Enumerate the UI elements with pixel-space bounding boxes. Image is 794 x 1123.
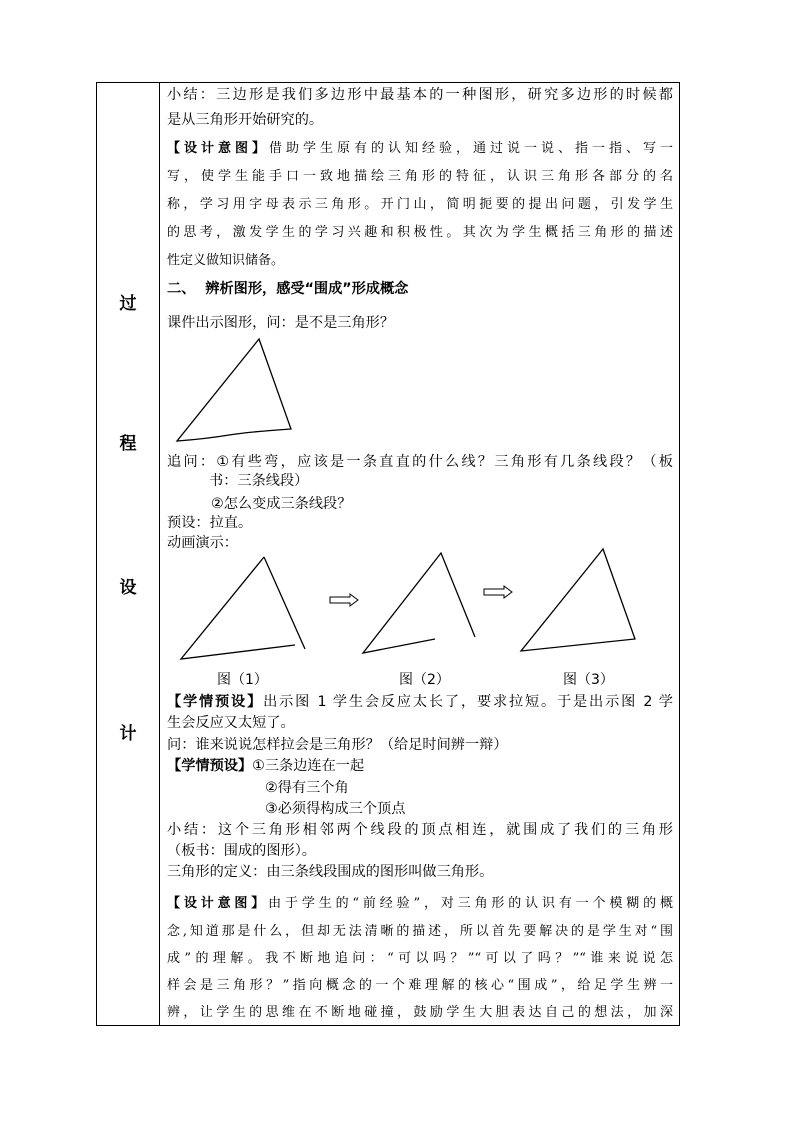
animation-label: 动画演示：	[167, 535, 238, 551]
design-intent2-line3: 成”的理解。我不断地追问：“可以吗？”“可以了吗？”“谁来说说怎	[167, 951, 673, 966]
lesson-table	[96, 82, 680, 1026]
section2-question: 课件出示图形，问：是不是三角形？	[167, 315, 395, 331]
side-label-ji: 计	[119, 724, 137, 744]
design-intent1-line5: 性定义做知识储备。	[167, 253, 285, 268]
preset-text: 预设：拉直。	[167, 515, 253, 531]
summary1-line2: 是从三角形开始研究的。	[167, 112, 324, 128]
summary2-line2: （板书：围成的图形）。	[167, 843, 316, 859]
design-intent2-line5: 辨，让学生的思维在不断地碰撞，鼓励学生大胆表达自己的想法，加深	[167, 1005, 673, 1020]
design-intent1-line4: 的思考，激发学生的学习兴趣和积极性。其次为学生概括三角形的描述	[167, 225, 673, 240]
figure-1-triangle	[179, 555, 303, 661]
caption-figure-3: 图（3）	[563, 672, 614, 688]
arrow-icon-2	[483, 585, 513, 599]
design-intent2-tag: 【设计意图】	[167, 896, 269, 911]
design-intent1-line1: 【设计意图】借助学生原有的认知经验，通过说一说、指一指、写一	[167, 141, 673, 156]
arrow-icon-1	[329, 593, 359, 607]
section2-heading: 二、 辨析图形，感受“围成”形成概念	[167, 281, 409, 297]
learning1-line1: 【学情预设】出示图 1 学生会反应太长了，要求拉短。于是出示图 2 学	[167, 694, 673, 710]
followup-line3: ②怎么变成三条线段？	[211, 496, 352, 512]
design-intent1-tag: 【设计意图】	[167, 141, 269, 156]
figure-3-triangle	[519, 547, 639, 653]
figure-2-triangle	[361, 551, 477, 655]
design-intent1-line3: 称，学习用字母表示三角形。开门山，简明扼要的提出问题，引发学生	[167, 197, 673, 212]
design-intent2-line4: 样会是三角形？”指向概念的一个难理解的核心“围成”，给足学生辨一	[167, 978, 673, 993]
ask-text: 问：谁来说说怎样拉会是三角形？（给足时间辨一辩）	[167, 737, 508, 753]
caption-figure-1: 图（1）	[217, 672, 268, 688]
side-label-cheng: 程	[119, 434, 137, 454]
column-divider	[159, 83, 160, 1025]
summary2-line1: 小结：这个三角形相邻两个线段的顶点相连，就围成了我们的三角形	[167, 822, 673, 838]
bent-triangle-figure	[175, 339, 285, 443]
learning2-tag: 【学情预设】	[167, 758, 253, 774]
learning1-line2: 生会反应又太短了。	[167, 715, 295, 731]
design-intent2-line2: 念,知道那是什么，但却无法清晰的描述，所以首先要解决的是学生对“围	[167, 924, 673, 939]
design-intent2-line1: 【设计意图】由于学生的“前经验”，对三角形的认识有一个模糊的概	[167, 896, 673, 911]
learning2-item2: ②得有三个角	[265, 780, 349, 796]
design-intent1-line2: 写，使学生能手口一致地描绘三角形的特征，认识三角形各部分的名	[167, 169, 673, 184]
side-label-she: 设	[119, 578, 137, 598]
followup-line1: 追问：①有些弯，应该是一条直直的什么线？三角形有几条线段？（板	[167, 454, 673, 470]
learning2-item3: ③必须得构成三个顶点	[265, 801, 406, 817]
definition-text: 三角形的定义：由三条线段围成的图形叫做三角形。	[167, 864, 494, 880]
learning2-line1: 【学情预设】①三条边连在一起	[167, 758, 365, 774]
learning1-tag: 【学情预设】	[167, 694, 264, 710]
caption-figure-2: 图（2）	[399, 672, 450, 688]
followup-line2: 书：三条线段）	[209, 473, 309, 489]
summary1-line1: 小结：三边形是我们多边形中最基本的一种图形，研究多边形的时候都	[167, 87, 673, 103]
side-label-guo: 过	[119, 294, 137, 314]
